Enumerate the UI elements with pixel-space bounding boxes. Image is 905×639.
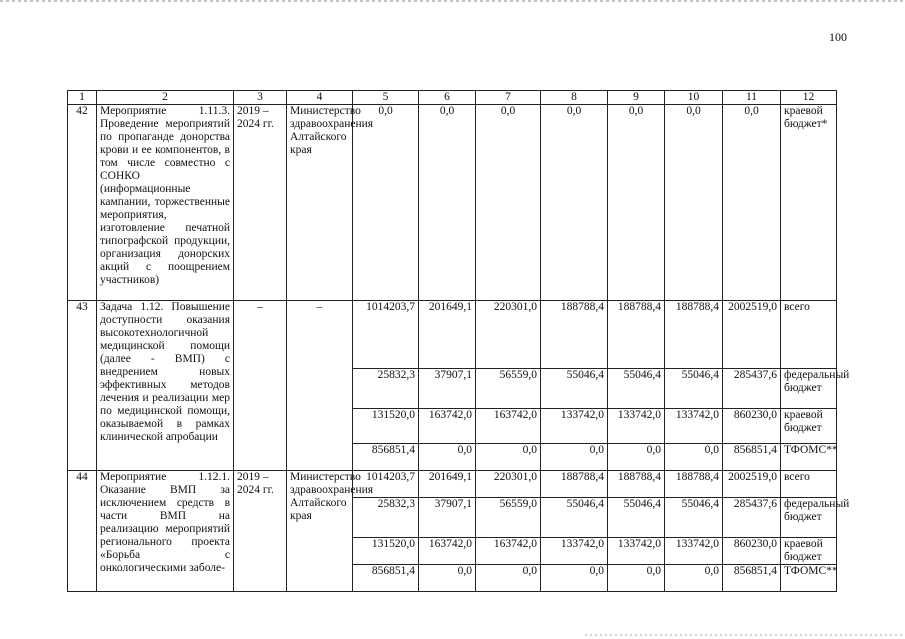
- executor: –: [287, 301, 353, 471]
- scan-edge-bottom: [585, 634, 905, 636]
- value-cell: 55046,4: [608, 369, 665, 409]
- value-cell: 55046,4: [541, 498, 608, 538]
- value-cell: 25832,3: [353, 369, 419, 409]
- value-cell: 2002519,0: [723, 301, 781, 369]
- value-cell: 201649,1: [419, 301, 476, 369]
- value-cell: 56559,0: [476, 369, 541, 409]
- value-cell: 0,0: [723, 105, 781, 301]
- value-cell: 163742,0: [476, 538, 541, 565]
- value-cell: 188788,4: [608, 301, 665, 369]
- value-cell: 856851,4: [723, 444, 781, 471]
- value-cell: 856851,4: [353, 565, 419, 592]
- value-cell: 220301,0: [476, 301, 541, 369]
- value-cell: 133742,0: [608, 538, 665, 565]
- activity-name: Мероприятие 1.11.3. Проведение мероприятий по пропаганде донорства крови и ее компонентов, в том числе совместно с СОНКО (информационные кампании, торжественные мероприятия, изготовление печатной типографской продукции, организация донорских акций с поощрением участников): [97, 105, 234, 301]
- implementation-period: 2019 – 2024 гг.: [234, 471, 287, 592]
- value-cell: 0,0: [541, 444, 608, 471]
- value-cell: 220301,0: [476, 471, 541, 498]
- value-cell: 188788,4: [665, 301, 723, 369]
- value-cell: 856851,4: [353, 444, 419, 471]
- table-row: [68, 105, 837, 301]
- funding-source: ТФОМС**: [781, 565, 837, 592]
- funding-source: всего: [781, 301, 837, 369]
- funding-source: краевой бюджет*: [781, 105, 837, 301]
- value-cell: 860230,0: [723, 409, 781, 444]
- value-cell: 55046,4: [665, 369, 723, 409]
- value-cell: 0,0: [541, 105, 608, 301]
- value-cell: 0,0: [476, 105, 541, 301]
- value-cell: 163742,0: [419, 538, 476, 565]
- value-cell: 1014203,7: [353, 301, 419, 369]
- value-cell: 201649,1: [419, 471, 476, 498]
- value-cell: 2002519,0: [723, 471, 781, 498]
- value-cell: 56559,0: [476, 498, 541, 538]
- funding-source: краевой бюджет: [781, 538, 837, 565]
- value-cell: 133742,0: [541, 409, 608, 444]
- funding-source: всего: [781, 471, 837, 498]
- value-cell: 0,0: [665, 444, 723, 471]
- value-cell: 163742,0: [476, 409, 541, 444]
- value-cell: 131520,0: [353, 409, 419, 444]
- value-cell: 0,0: [608, 105, 665, 301]
- value-cell: 0,0: [665, 105, 723, 301]
- value-cell: 0,0: [476, 444, 541, 471]
- task-name: Задача 1.12. Повышение доступности оказания высокотехнологичной медицинской помощи (далее - ВМП) с внедрением новых эффективных методов лечения и реализации мер по медицинской помощи, оказываемой в рамках клинической апробации: [97, 301, 234, 471]
- value-cell: 188788,4: [665, 471, 723, 498]
- implementation-period: –: [234, 301, 287, 471]
- funding-source: краевой бюджет: [781, 409, 837, 444]
- value-cell: 0,0: [608, 565, 665, 592]
- column-number: 9: [608, 91, 665, 105]
- value-cell: 133742,0: [665, 538, 723, 565]
- activity-name: Мероприятие 1.12.1. Оказание ВМП за исключением средств в части ВМП на реализацию мероприятий регионального проекта «Борьба с онкологическими заболе-: [97, 471, 234, 592]
- value-cell: 25832,3: [353, 498, 419, 538]
- funding-source: федеральный бюджет: [781, 369, 837, 409]
- value-cell: 133742,0: [665, 409, 723, 444]
- value-cell: 0,0: [541, 565, 608, 592]
- column-number: 12: [781, 91, 837, 105]
- value-cell: 55046,4: [608, 498, 665, 538]
- row-number: 44: [68, 471, 97, 592]
- column-number: 7: [476, 91, 541, 105]
- column-number: 3: [234, 91, 287, 105]
- column-number: 2: [97, 91, 234, 105]
- column-number: 8: [541, 91, 608, 105]
- column-number: 11: [723, 91, 781, 105]
- value-cell: 37907,1: [419, 369, 476, 409]
- value-cell: 188788,4: [608, 471, 665, 498]
- executor: Министерство здравоохранения Алтайского края: [287, 471, 353, 592]
- scan-edge-top: [0, 0, 905, 2]
- value-cell: 0,0: [665, 565, 723, 592]
- value-cell: 133742,0: [608, 409, 665, 444]
- column-number: 10: [665, 91, 723, 105]
- column-number: 5: [353, 91, 419, 105]
- funding-source: федеральный бюджет: [781, 498, 837, 538]
- value-cell: 860230,0: [723, 538, 781, 565]
- value-cell: 133742,0: [541, 538, 608, 565]
- row-number: 42: [68, 105, 97, 301]
- value-cell: 285437,6: [723, 498, 781, 538]
- value-cell: 0,0: [608, 444, 665, 471]
- column-number: 1: [68, 91, 97, 105]
- value-cell: 0,0: [419, 444, 476, 471]
- table-row: [68, 471, 837, 498]
- program-activities-table: [67, 90, 850, 592]
- value-cell: 55046,4: [541, 369, 608, 409]
- value-cell: 856851,4: [723, 565, 781, 592]
- value-cell: 0,0: [353, 105, 419, 301]
- implementation-period: 2019 – 2024 гг.: [234, 105, 287, 301]
- value-cell: 131520,0: [353, 538, 419, 565]
- funding-source: ТФОМС**: [781, 444, 837, 471]
- value-cell: 1014203,7: [353, 471, 419, 498]
- page-number: 100: [829, 30, 847, 44]
- column-number: 4: [287, 91, 353, 105]
- column-number-row: [68, 91, 837, 105]
- table-row: [68, 301, 837, 369]
- value-cell: 0,0: [419, 105, 476, 301]
- value-cell: 0,0: [419, 565, 476, 592]
- executor: Министерство здравоохранения Алтайского края: [287, 105, 353, 301]
- row-number: 43: [68, 301, 97, 471]
- value-cell: 188788,4: [541, 301, 608, 369]
- value-cell: 37907,1: [419, 498, 476, 538]
- value-cell: 55046,4: [665, 498, 723, 538]
- column-number: 6: [419, 91, 476, 105]
- value-cell: 163742,0: [419, 409, 476, 444]
- value-cell: 188788,4: [541, 471, 608, 498]
- value-cell: 285437,6: [723, 369, 781, 409]
- value-cell: 0,0: [476, 565, 541, 592]
